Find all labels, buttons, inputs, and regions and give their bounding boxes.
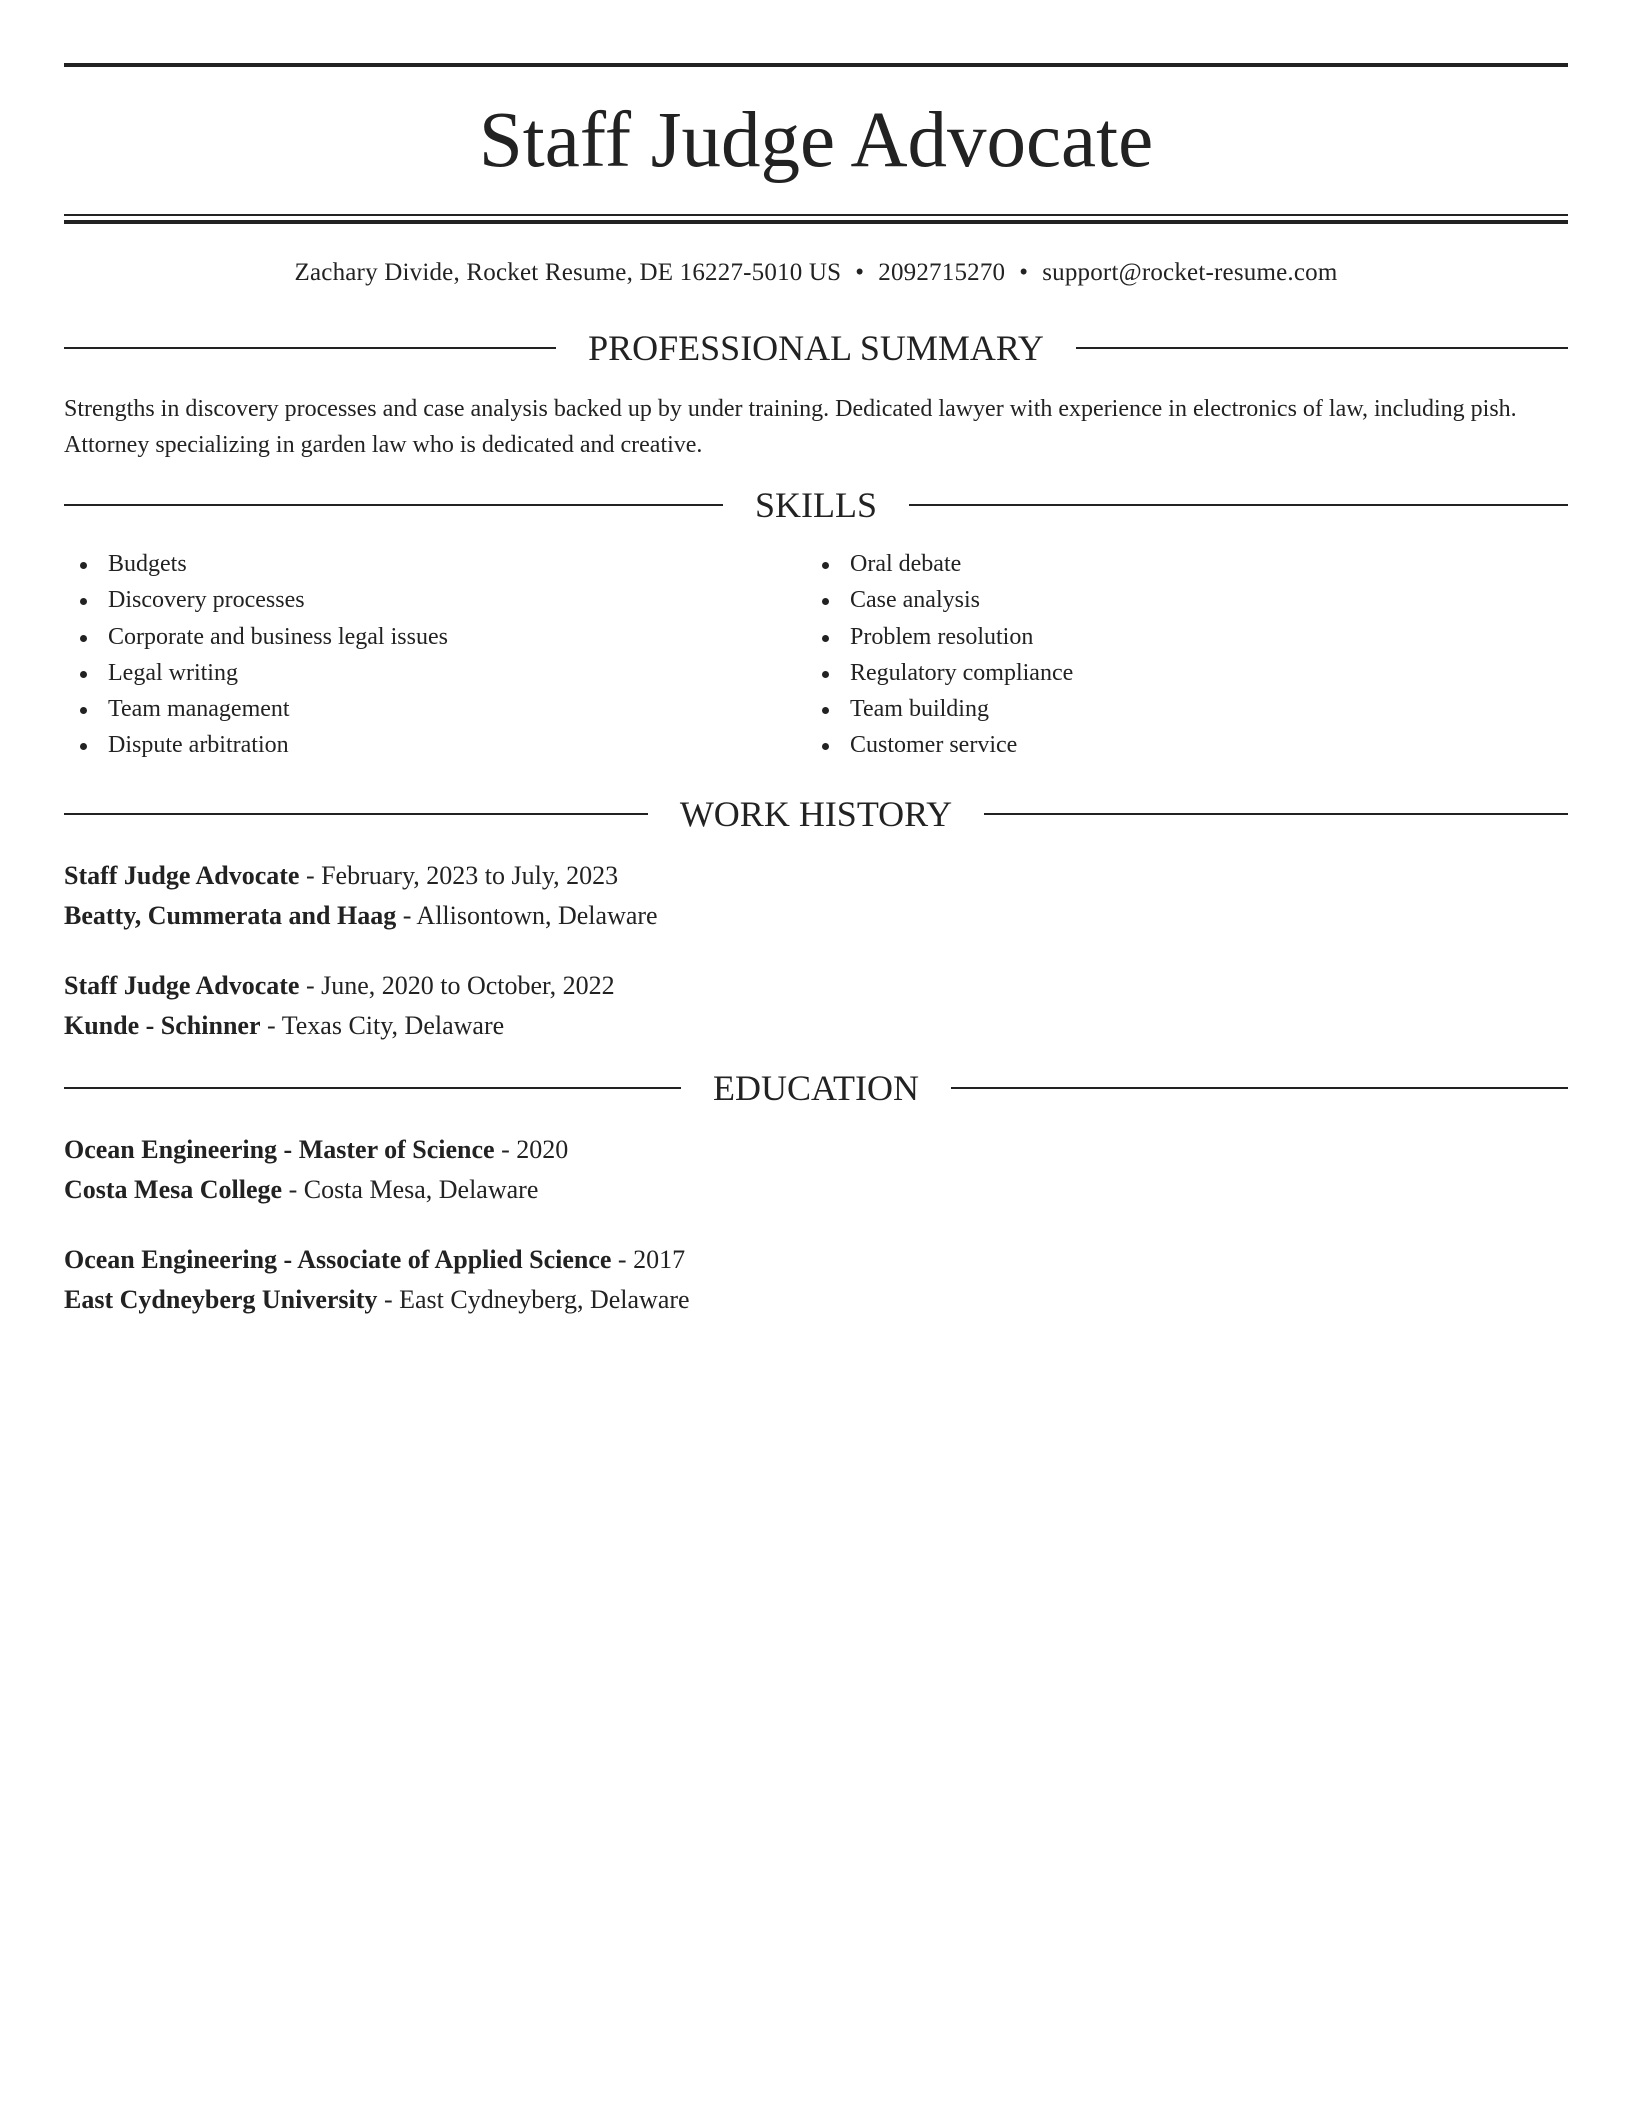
section-rule bbox=[64, 347, 556, 349]
top-rule bbox=[64, 63, 1568, 67]
degree: Ocean Engineering - Master of Science bbox=[64, 1134, 495, 1164]
education-section-header bbox=[64, 1068, 1568, 1108]
skills-section-header bbox=[64, 485, 1568, 525]
job-dates: - February, 2023 to July, 2023 bbox=[299, 860, 619, 890]
skill-item: Regulatory compliance bbox=[806, 655, 1548, 691]
skills-column-right bbox=[806, 546, 1548, 764]
contact-address: Zachary Divide, Rocket Resume, DE 16227-5010 US bbox=[294, 259, 842, 286]
school-line bbox=[64, 1280, 1568, 1320]
section-rule bbox=[951, 1087, 1568, 1089]
degree-year: - 2017 bbox=[611, 1244, 686, 1274]
skill-item: Customer service bbox=[806, 727, 1548, 763]
skill-item: Legal writing bbox=[64, 655, 806, 691]
title-double-rule bbox=[64, 214, 1568, 224]
degree: Ocean Engineering - Associate of Applied Science bbox=[64, 1244, 612, 1274]
school: Costa Mesa College bbox=[64, 1174, 283, 1204]
job-location: - Allisontown, Delaware bbox=[396, 900, 658, 930]
skill-item: Dispute arbitration bbox=[64, 727, 806, 763]
skill-item: Corporate and business legal issues bbox=[64, 619, 806, 655]
summary-heading: PROFESSIONAL SUMMARY bbox=[588, 328, 1044, 368]
job-title-line bbox=[64, 856, 1568, 896]
job-dates: - June, 2020 to October, 2022 bbox=[299, 970, 615, 1000]
skill-item: Oral debate bbox=[806, 546, 1548, 582]
section-rule bbox=[1076, 347, 1568, 349]
contact-email: support@rocket-resume.com bbox=[1042, 259, 1338, 286]
resume-title: Staff Judge Advocate bbox=[478, 97, 1154, 184]
school-location: - Costa Mesa, Delaware bbox=[282, 1174, 539, 1204]
section-rule bbox=[64, 813, 648, 815]
education-entry bbox=[64, 1130, 1568, 1210]
summary-section-header bbox=[64, 328, 1568, 368]
job-title: Staff Judge Advocate bbox=[64, 970, 300, 1000]
degree-line bbox=[64, 1130, 1568, 1170]
work-section-header bbox=[64, 794, 1568, 834]
job-title: Staff Judge Advocate bbox=[64, 860, 300, 890]
section-rule bbox=[909, 504, 1568, 506]
education-entry bbox=[64, 1240, 1568, 1320]
skill-item: Team building bbox=[806, 691, 1548, 727]
skill-item: Problem resolution bbox=[806, 619, 1548, 655]
skills-list bbox=[64, 546, 1568, 764]
job-company-line bbox=[64, 1006, 1568, 1046]
job-entry bbox=[64, 856, 1568, 936]
education-heading: EDUCATION bbox=[713, 1067, 919, 1108]
job-location: - Texas City, Delaware bbox=[260, 1010, 505, 1040]
degree-year: - 2020 bbox=[494, 1134, 569, 1164]
job-company: Beatty, Cummerata and Haag bbox=[64, 900, 397, 930]
skill-item: Budgets bbox=[64, 546, 806, 582]
skills-column-left bbox=[64, 546, 806, 764]
job-company-line bbox=[64, 896, 1568, 936]
skills-heading: SKILLS bbox=[755, 485, 878, 525]
school-line bbox=[64, 1170, 1568, 1210]
job-title-line bbox=[64, 966, 1568, 1006]
skill-item: Discovery processes bbox=[64, 582, 806, 618]
job-company: Kunde - Schinner bbox=[64, 1010, 261, 1040]
summary-text: Strengths in discovery processes and case analysis backed up by under training. Dedicated lawyer with experience in electronics of law, including pish. Attorney specializing in garden law who is dedicated and creative. bbox=[64, 396, 1517, 458]
contact-separator: • bbox=[855, 259, 865, 286]
section-rule bbox=[64, 504, 723, 506]
work-heading: WORK HISTORY bbox=[679, 793, 953, 834]
resume-page bbox=[64, 63, 1568, 1320]
section-rule bbox=[64, 1087, 681, 1089]
section-rule bbox=[984, 813, 1568, 815]
job-entry bbox=[64, 966, 1568, 1046]
skill-item: Case analysis bbox=[806, 582, 1548, 618]
degree-line bbox=[64, 1240, 1568, 1280]
contact-separator: • bbox=[1019, 259, 1029, 286]
skill-item: Team management bbox=[64, 691, 806, 727]
contact-phone: 2092715270 bbox=[878, 259, 1006, 286]
contact-line bbox=[64, 258, 1568, 288]
school-location: - East Cydneyberg, Delaware bbox=[377, 1284, 690, 1314]
school: East Cydneyberg University bbox=[64, 1284, 378, 1314]
